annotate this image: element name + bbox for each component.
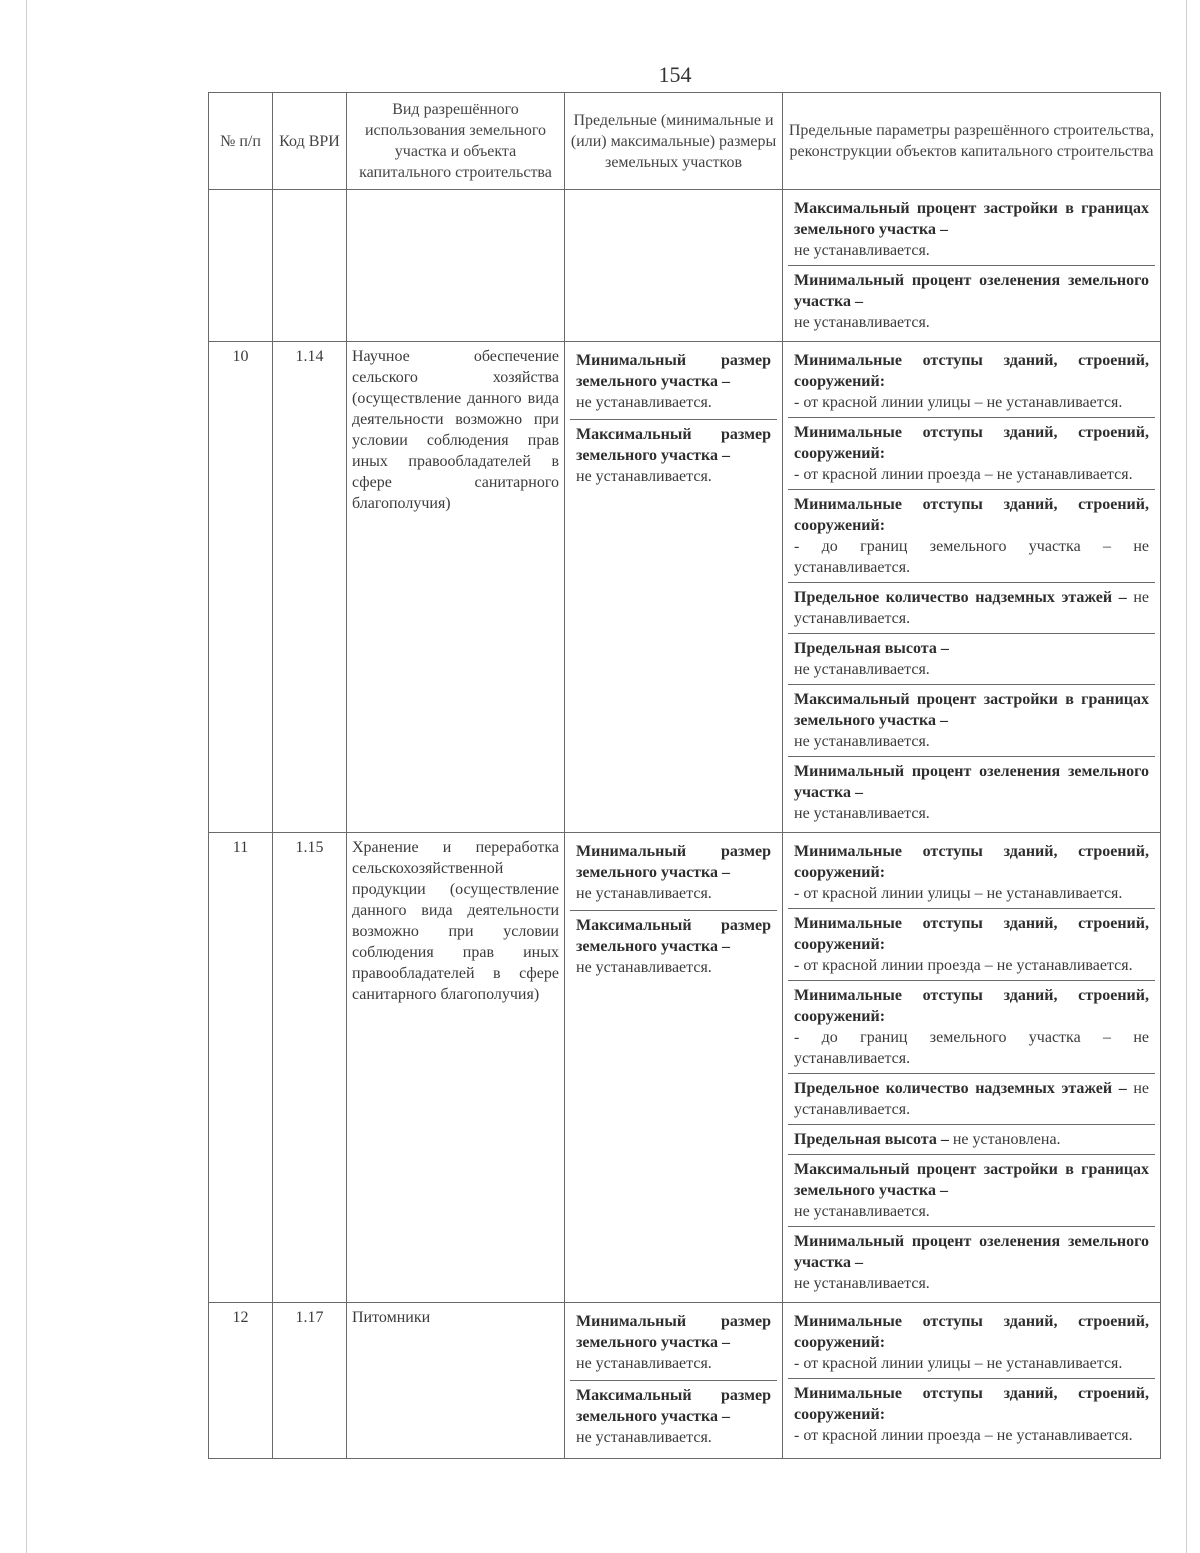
size-item bbox=[570, 910, 777, 984]
size-item bbox=[570, 1380, 777, 1454]
page-number: 154 bbox=[658, 62, 692, 87]
size-value: не устанавливается. bbox=[576, 885, 712, 902]
cell-params bbox=[783, 342, 1161, 833]
size-value: не устанавливается. bbox=[576, 959, 712, 976]
param-item bbox=[788, 490, 1155, 583]
param-item bbox=[788, 981, 1155, 1074]
header-params: Предельные параметры разрешённого строительства, реконструкции объектов капитального строительства bbox=[783, 93, 1161, 190]
cell-params bbox=[783, 833, 1161, 1303]
param-item bbox=[788, 194, 1155, 266]
param-label: Минимальные отступы зданий, строений, сооружений: bbox=[794, 424, 1149, 462]
size-label: Минимальный размер земельного участка – bbox=[576, 1313, 771, 1351]
size-label: Максимальный размер земельного участка – bbox=[576, 426, 771, 464]
table-header-row bbox=[209, 93, 1161, 190]
size-value: не устанавливается. bbox=[576, 468, 712, 485]
table-row-continuation bbox=[209, 190, 1161, 342]
cell-code: 1.17 bbox=[273, 1303, 347, 1459]
param-item bbox=[788, 1155, 1155, 1227]
cell-code: 1.14 bbox=[273, 342, 347, 833]
cell-use bbox=[347, 190, 565, 342]
cell-use: Научное обеспечение сельского хозяйства (осуществление данного вида деятельности возможно при условии соблюдения прав иных правообладателей в сфере санитарного благополучия) bbox=[347, 342, 565, 833]
param-label: Минимальные отступы зданий, строений, сооружений: bbox=[794, 1385, 1149, 1423]
cell-sizes bbox=[565, 342, 783, 833]
header-num: № п/п bbox=[209, 93, 273, 190]
cell-num: 11 bbox=[209, 833, 273, 1303]
cell-use: Питомники bbox=[347, 1303, 565, 1459]
param-label: Минимальные отступы зданий, строений, сооружений: bbox=[794, 915, 1149, 953]
param-value: не устанавливается. bbox=[794, 733, 930, 750]
param-value: - от красной линии улицы – не устанавливается. bbox=[794, 885, 1123, 902]
param-value: - до границ земельного участка – не устанавливается. bbox=[794, 1029, 1149, 1067]
param-value: не устанавливается. bbox=[794, 314, 930, 331]
header-code: Код ВРИ bbox=[273, 93, 347, 190]
size-label: Минимальный размер земельного участка – bbox=[576, 843, 771, 881]
cell-params bbox=[783, 190, 1161, 342]
size-value: не устанавливается. bbox=[576, 1355, 712, 1372]
param-item bbox=[788, 909, 1155, 981]
param-label: Минимальные отступы зданий, строений, сооружений: bbox=[794, 987, 1149, 1025]
cell-num: 10 bbox=[209, 342, 273, 833]
size-value: не устанавливается. bbox=[576, 394, 712, 411]
param-label: Минимальный процент озеленения земельного участка – bbox=[794, 272, 1149, 310]
scan-edge-line bbox=[1186, 0, 1187, 1553]
param-item bbox=[788, 1227, 1155, 1298]
cell-sizes bbox=[565, 1303, 783, 1459]
param-value: - от красной линии проезда – не устанавливается. bbox=[794, 466, 1133, 483]
param-item bbox=[788, 266, 1155, 337]
param-label: Максимальный процент застройки в границах земельного участка – bbox=[794, 1161, 1149, 1199]
param-item bbox=[788, 418, 1155, 490]
param-item bbox=[788, 837, 1155, 909]
param-label: Предельная высота – bbox=[794, 1131, 949, 1148]
param-item bbox=[788, 1074, 1155, 1125]
param-label: Предельное количество надземных этажей – bbox=[794, 1080, 1127, 1097]
table-row bbox=[209, 1303, 1161, 1459]
param-value: - от красной линии улицы – не устанавливается. bbox=[794, 394, 1123, 411]
param-item bbox=[788, 1379, 1155, 1450]
table-row bbox=[209, 342, 1161, 833]
cell-use: Хранение и переработка сельскохозяйственной продукции (осуществление данного вида деятельности возможно при условии соблюдения прав иных правообладателей в сфере санитарного благополучия) bbox=[347, 833, 565, 1303]
param-value: не устанавливается. bbox=[794, 1080, 1150, 1118]
param-value: - от красной линии проезда – не устанавливается. bbox=[794, 1427, 1133, 1444]
param-value: не устанавливается. bbox=[794, 242, 930, 259]
size-label: Минимальный размер земельного участка – bbox=[576, 352, 771, 390]
param-value: не устанавливается. bbox=[794, 589, 1150, 627]
param-item bbox=[788, 685, 1155, 757]
vri-table bbox=[208, 92, 1161, 1459]
param-item bbox=[788, 583, 1155, 634]
param-label: Минимальные отступы зданий, строений, сооружений: bbox=[794, 352, 1149, 390]
size-item bbox=[570, 346, 777, 419]
param-item bbox=[788, 1125, 1155, 1155]
param-item bbox=[788, 346, 1155, 418]
size-label: Максимальный размер земельного участка – bbox=[576, 917, 771, 955]
size-item bbox=[570, 837, 777, 910]
cell-num bbox=[209, 190, 273, 342]
scan-edge-line bbox=[26, 0, 27, 1553]
cell-code bbox=[273, 190, 347, 342]
param-label: Минимальный процент озеленения земельного участка – bbox=[794, 1233, 1149, 1271]
cell-sizes bbox=[565, 833, 783, 1303]
param-label: Минимальный процент озеленения земельного участка – bbox=[794, 763, 1149, 801]
param-value: - от красной линии улицы – не устанавливается. bbox=[794, 1355, 1123, 1372]
param-label: Максимальный процент застройки в границах земельного участка – bbox=[794, 691, 1149, 729]
param-label: Максимальный процент застройки в границах земельного участка – bbox=[794, 200, 1149, 238]
param-item bbox=[788, 1307, 1155, 1379]
header-sizes: Предельные (минимальные и (или) максимальные) размеры земельных участков bbox=[565, 93, 783, 190]
param-value: не устанавливается. bbox=[794, 805, 930, 822]
param-value: не устанавливается. bbox=[794, 1203, 930, 1220]
param-value: - от красной линии проезда – не устанавливается. bbox=[794, 957, 1133, 974]
param-value: не устанавливается. bbox=[794, 1275, 930, 1292]
param-item bbox=[788, 757, 1155, 828]
param-value: не устанавливается. bbox=[794, 661, 930, 678]
size-item bbox=[570, 1307, 777, 1380]
cell-params bbox=[783, 1303, 1161, 1459]
param-value: - до границ земельного участка – не устанавливается. bbox=[794, 538, 1149, 576]
param-label: Минимальные отступы зданий, строений, сооружений: bbox=[794, 496, 1149, 534]
param-label: Минимальные отступы зданий, строений, сооружений: bbox=[794, 843, 1149, 881]
param-value: не установлена. bbox=[952, 1131, 1061, 1148]
param-item bbox=[788, 634, 1155, 685]
size-item bbox=[570, 419, 777, 493]
param-label: Минимальные отступы зданий, строений, сооружений: bbox=[794, 1313, 1149, 1351]
table-row bbox=[209, 833, 1161, 1303]
size-value: не устанавливается. bbox=[576, 1429, 712, 1446]
cell-num: 12 bbox=[209, 1303, 273, 1459]
cell-code: 1.15 bbox=[273, 833, 347, 1303]
param-label: Предельная высота – bbox=[794, 640, 949, 657]
header-use: Вид разрешённого использования земельного участка и объекта капитального строительства bbox=[347, 93, 565, 190]
param-label: Предельное количество надземных этажей – bbox=[794, 589, 1127, 606]
cell-sizes bbox=[565, 190, 783, 342]
size-label: Максимальный размер земельного участка – bbox=[576, 1387, 771, 1425]
